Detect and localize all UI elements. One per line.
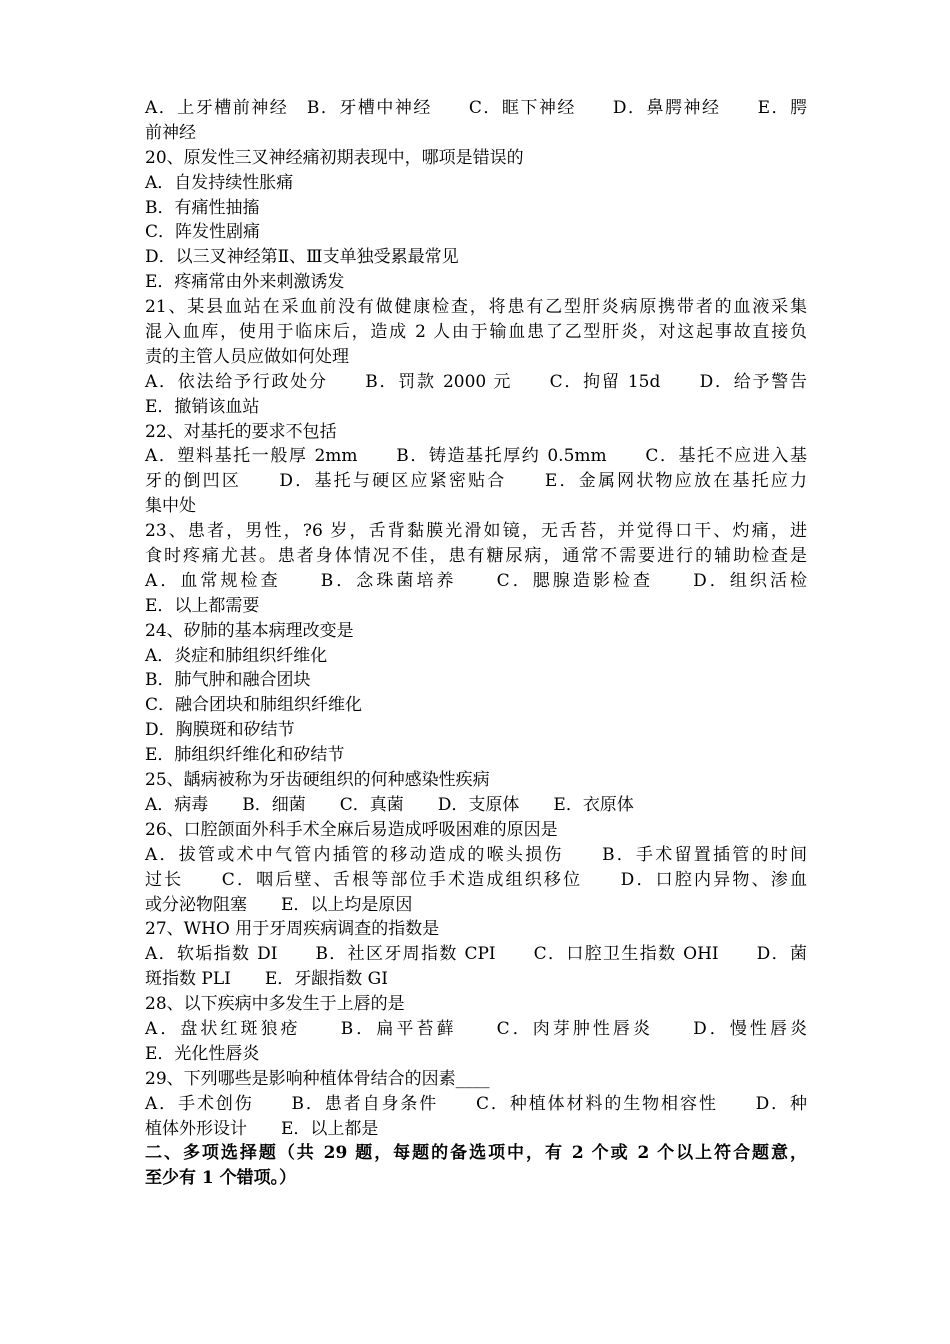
text-line: 前神经 [145, 122, 196, 143]
text-line: 25、龋病被称为牙齿硬组织的何种感染性疾病 [145, 770, 490, 791]
text-line: 27、WHO 用于牙周疾病调查的指数是 [145, 919, 440, 940]
text-line: D．以三叉神经第Ⅱ、Ⅲ支单独受累最常见 [145, 247, 459, 268]
text-line: 23、患者，男性，?6 岁，舌背黏膜光滑如镜，无舌苔，并觉得口干、灼痛，进 [145, 521, 807, 542]
text-line: A．手术创伤 B．患者自身条件 C．种植体材料的生物相容性 D．种 [145, 1093, 807, 1114]
text-line: A．病毒 B．细菌 C．真菌 D．支原体 E．衣原体 [145, 794, 634, 815]
text-line: E．肺组织纤维化和矽结节 [145, 745, 345, 766]
text-line: 植体外形设计 E．以上都是 [145, 1118, 379, 1139]
text-line: 20、原发性三叉神经痛初期表现中，哪项是错误的 [145, 147, 524, 168]
text-line: B．肺气肿和融合团块 [145, 670, 311, 691]
text-line: A．炎症和肺组织纤维化 [145, 645, 328, 666]
text-line: 26、口腔颌面外科手术全麻后易造成呼吸困难的原因是 [145, 819, 558, 840]
text-line: 29、下列哪些是影响种植体骨结合的因素____ [145, 1068, 490, 1089]
text-line: A．血常规检查 B．念珠菌培养 C．腮腺造影检查 D．组织活检 [145, 570, 807, 591]
text-line: 28、以下疾病中多发生于上唇的是 [145, 994, 405, 1015]
text-line: E．光化性唇炎 [145, 1043, 260, 1064]
text-line: E．疼痛常由外来刺激诱发 [145, 272, 345, 293]
text-line: B．有痛性抽搐 [145, 197, 260, 218]
text-line: D．胸膜斑和矽结节 [145, 720, 295, 741]
text-line: 或分泌物阻塞 E．以上均是原因 [145, 894, 413, 915]
text-line: 责的主管人员应做如何处理 [145, 346, 349, 367]
text-line: C．融合团块和肺组织纤维化 [145, 695, 363, 716]
text-line: 食时疼痛尤甚。患者身体情况不佳，患有糖尿病，通常不需要进行的辅助检查是 [145, 546, 807, 567]
text-line: 21、某县血站在采血前没有做健康检查，将患有乙型肝炎病原携带者的血液采集 [145, 297, 807, 318]
text-line: E．撤销该血站 [145, 396, 260, 417]
section-heading-line: 至少有 1 个错项。） [145, 1168, 297, 1189]
text-line: A．软垢指数 DI B．社区牙周指数 CPI C．口腔卫生指数 OHI D．菌 [145, 944, 807, 965]
text-line: C．阵发性剧痛 [145, 222, 261, 243]
text-line: 混入血库，使用于临床后，造成 2 人由于输血患了乙型肝炎，对这起事故直接负 [145, 322, 807, 343]
text-line: A．自发持续性胀痛 [145, 172, 294, 193]
text-line: 斑指数 PLI E．牙龈指数 GI [145, 969, 388, 990]
document-body [145, 96, 807, 1191]
text-line: 过长 C．咽后壁、舌根等部位手术造成组织移位 D．口腔内异物、渗血 [145, 869, 807, 890]
text-line: A．拔管或术中气管内插管的移动造成的喉头损伤 B．手术留置插管的时间 [145, 844, 807, 865]
text-line: 22、对基托的要求不包括 [145, 421, 337, 442]
text-line: A．上牙槽前神经 B．牙槽中神经 C．眶下神经 D．鼻腭神经 E．腭 [145, 98, 807, 118]
text-line: 牙的倒凹区 D．基托与硬区应紧密贴合 E．金属网状物应放在基托应力 [145, 471, 807, 492]
section-heading-line: 二、多项选择题（共 29 题，每题的备选项中，有 2 个或 2 个以上符合题意， [145, 1143, 807, 1164]
text-line: 24、矽肺的基本病理改变是 [145, 620, 354, 641]
text-line: A．塑料基托一般厚 2mm B．铸造基托厚约 0.5mm C．基托不应进入基 [145, 446, 807, 467]
text-line: A．盘状红斑狼疮 B．扁平苔藓 C．肉芽肿性唇炎 D．慢性唇炎 [145, 1018, 807, 1039]
text-line: E．以上都需要 [145, 595, 260, 616]
text-line: A．依法给予行政处分 B．罚款 2000 元 C．拘留 15d D．给予警告 [145, 371, 807, 392]
text-line: 集中处 [145, 496, 196, 517]
